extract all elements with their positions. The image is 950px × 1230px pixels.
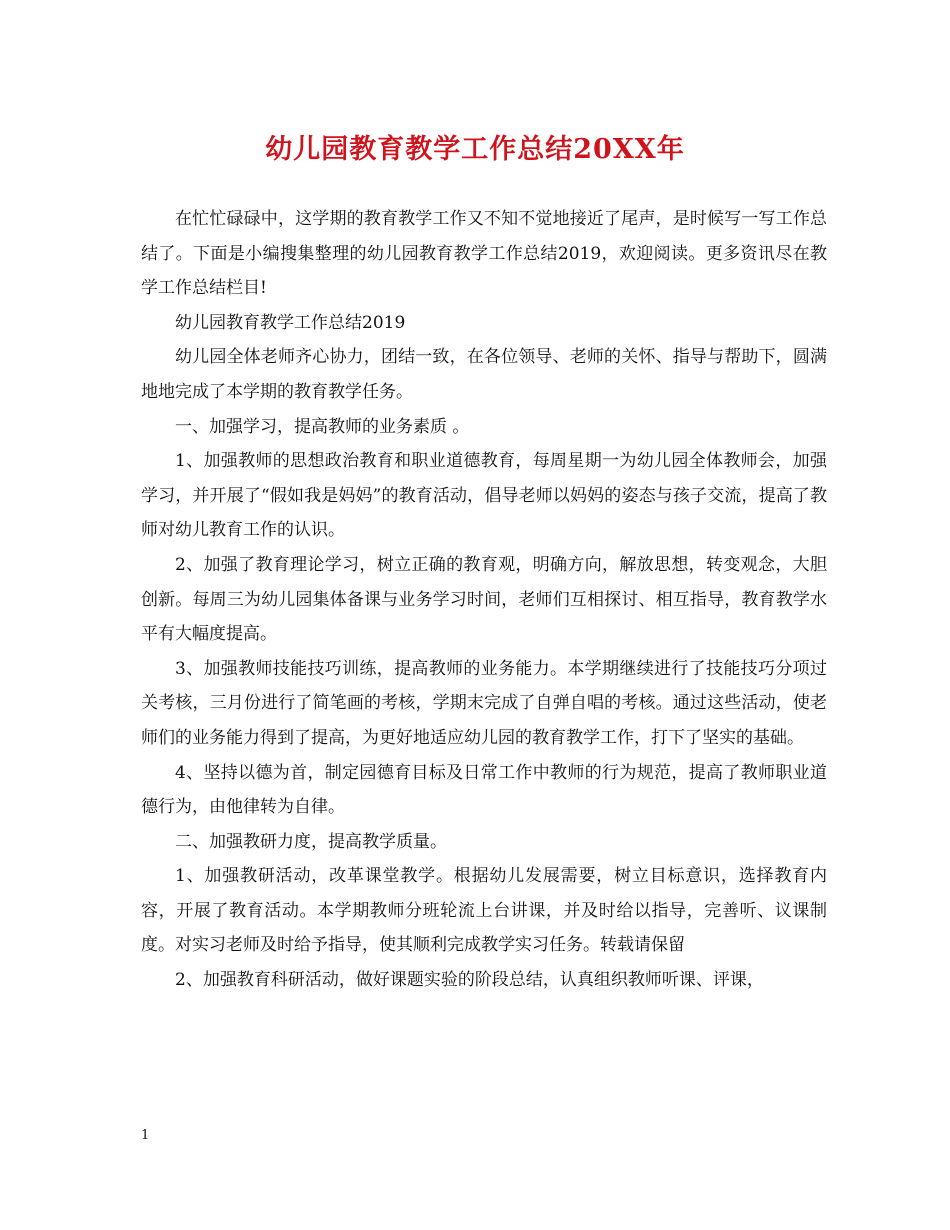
paragraph: 幼儿园全体老师齐心协力，团结一致，在各位领导、老师的关怀、指导与帮助下，圆满地地完成了本学期的教育教学任务。 xyxy=(141,347,827,402)
page-number: 1 xyxy=(141,1128,150,1143)
document-body xyxy=(141,202,827,998)
paragraph: 二、加强教研力度，提高教学质量。 xyxy=(175,831,447,852)
paragraph: 幼儿园教育教学工作总结2019 xyxy=(175,312,406,333)
paragraph: 3、加强教师技能技巧训练，提高教师的业务能力。本学期继续进行了技能技巧分项过关考核，三月份进行了简笔画的考核，学期末完成了自弹自唱的考核。通过这些活动，使老师们的业务能力得到了提高，为更好地适应幼儿园的教育教学工作，打下了坚实的基础。 xyxy=(141,658,827,748)
paragraph: 2、加强了教育理论学习，树立正确的教育观，明确方向，解放思想，转变观念，大胆创新。每周三为幼儿园集体备课与业务学习时间，老师们互相探讨、相互指导，教育教学水平有大幅度提高。 xyxy=(141,554,827,645)
document-title: 幼儿园教育教学工作总结20XX年 xyxy=(265,134,685,165)
paragraph: 1、加强教师的思想政治教育和职业道德教育，每周星期一为幼儿园全体教师会，加强学习，并开展了“假如我是妈妈”的教育活动，倡导老师以妈妈的姿态与孩子交流，提高了教师对幼儿教育工作的认识。 xyxy=(141,451,827,541)
paragraph: 2、加强教育科研活动，做好课题实验的阶段总结，认真组织教师听课、评课， xyxy=(175,970,764,991)
paragraph: 在忙忙碌碌中，这学期的教育教学工作又不知不觉地接近了尾声，是时候写一写工作总结了。下面是小编搜集整理的幼儿园教育教学工作总结2019，欢迎阅读。更多资讯尽在教学工作总结栏目! xyxy=(141,209,827,299)
paragraph: 4、坚持以德为首，制定园德育目标及日常工作中教师的行为规范，提高了教师职业道德行为，由他律转为自律。 xyxy=(141,762,827,818)
paragraph: 1、加强教研活动，改革课堂教学。根据幼儿发展需要，树立目标意识，选择教育内容，开展了教育活动。本学期教师分班轮流上台讲课，并及时给以指导，完善听、议课制度。对实习老师及时给予指导，使其顺利完成教学实习任务。转载请保留 xyxy=(141,866,827,956)
paragraph: 一、加强学习，提高教师的业务素质 。 xyxy=(175,416,470,437)
